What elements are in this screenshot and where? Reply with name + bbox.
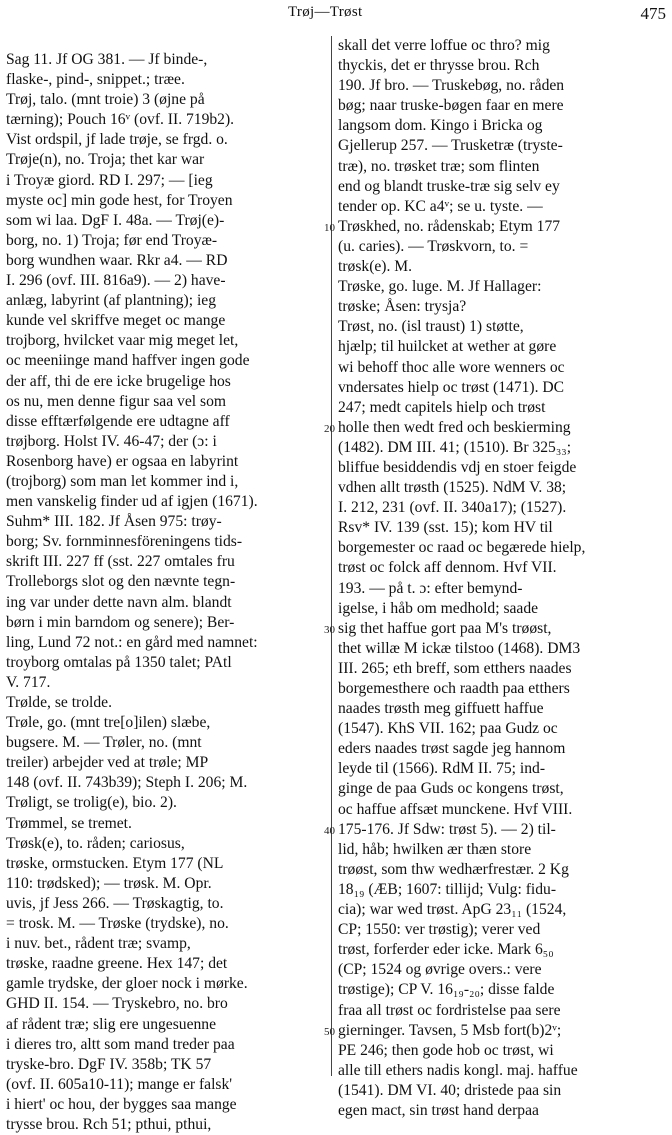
text-line: I. 212, 231 (ovf. II. 340a17); (1527). bbox=[338, 499, 567, 517]
text-line: tærning); Pouch 16ᵛ (ovf. II. 719b2). bbox=[6, 111, 235, 129]
text-line: Trøj, talo. (mnt troie) 3 (øjne på bbox=[6, 91, 205, 109]
text-line: thet willæ M ickæ tilstoo (1468). DM3 bbox=[338, 639, 581, 657]
text-line: Sag 11. Jf OG 381. — Jf binde-, bbox=[6, 51, 208, 68]
text-line: ginge de paa Guds oc kongens trøst, bbox=[338, 780, 564, 798]
text-line: igelse, i håb om medhold; saade bbox=[338, 599, 539, 617]
text-line: som wi laa. DgF I. 48a. — Trøj(e)- bbox=[6, 211, 225, 229]
text-line: skrift III. 227 ff (sst. 227 omtales fru bbox=[6, 553, 235, 571]
line-number: 10 bbox=[324, 221, 335, 234]
line-number: 30 bbox=[324, 623, 335, 636]
text-line: Trøligt, se trolig(e), bio. 2). bbox=[6, 794, 177, 812]
text-line: Suhm* III. 182. Jf Åsen 975: trøy- bbox=[6, 513, 222, 531]
text-line: Trøje(n), no. Troja; thet kar war bbox=[6, 151, 205, 169]
left-column bbox=[6, 50, 324, 1133]
text-line: tender op. KC a4ᵛ; se u. tyste. — bbox=[338, 197, 543, 215]
page-number: 475 bbox=[640, 4, 666, 23]
text-line: trøst, forferder eder icke. Mark 6₅₀ bbox=[338, 941, 554, 959]
text-line: Trømmel, se tremet. bbox=[6, 814, 132, 832]
text-line: i hiert' oc hou, der bygges saa mange bbox=[6, 1095, 237, 1113]
text-line: gamle trydske, der gloer nock i mørke. bbox=[6, 975, 248, 993]
text-line: hjælp; til huilcket at wether at gøre bbox=[338, 338, 557, 356]
text-line: af rådent træ; slig ere ungesuenne bbox=[6, 1015, 217, 1033]
text-line: trysse brou. Rch 51; pthui, pthui, bbox=[6, 1115, 212, 1133]
text-line: 110: trødsked); — trøsk. M. Opr. bbox=[6, 874, 212, 892]
text-line: kunde vel skriffve meget oc mange bbox=[6, 312, 226, 330]
text-line: 190. Jf bro. — Truskebøg, no. råden bbox=[338, 77, 565, 95]
text-line: tryske-bro. DgF IV. 358b; TK 57 bbox=[6, 1055, 212, 1073]
text-line: naades trøsth meg giffuett haffue bbox=[338, 700, 544, 718]
text-line: i dieres tro, altt som mand treder paa bbox=[6, 1035, 235, 1053]
text-line: oc meeniinge mand haffver ingen gode bbox=[6, 352, 250, 370]
text-line: bugsere. M. — Trøler, no. (mnt bbox=[6, 734, 202, 752]
text-line: flaske-, pind-, snippet.; træe. bbox=[6, 71, 185, 89]
text-line: (trojborg) som man let kommer ind i, bbox=[6, 472, 239, 490]
text-line: bøg; naar truske-bøgen faar en mere bbox=[338, 97, 564, 115]
text-line: der aff, thi de ere icke brugelige hos bbox=[6, 372, 231, 390]
text-line: trøøst, som thw wedhærfrestær. 2 Kg bbox=[338, 860, 569, 878]
text-line: borg, no. 1) Troja; før end Troyæ- bbox=[6, 231, 218, 249]
running-head: Trøj—Trøst bbox=[288, 4, 363, 20]
text-line: III. 265; eth breff, som etthers naades bbox=[338, 659, 572, 677]
text-line: oc haffue affsæt munckene. Hvf VIII. bbox=[338, 800, 573, 818]
text-line: Trøle, go. (mnt tre[o]ilen) slæbe, bbox=[6, 714, 211, 732]
text-line: Trøske, go. luge. M. Jf Hallager: bbox=[338, 278, 542, 296]
text-line: Gjellerup 257. — Trusketræ (tryste- bbox=[338, 137, 563, 155]
text-line: trojborg, hvilcket vaar mig meget let, bbox=[6, 332, 239, 350]
text-line: (CP; 1524 og øvrige overs.: vere bbox=[338, 961, 542, 979]
line-number: 20 bbox=[324, 422, 335, 435]
text-line: V. 717. bbox=[6, 673, 51, 691]
text-line: thyckis, det er thrysse brou. Rch bbox=[338, 57, 540, 75]
text-line: 193. — på t. ɔ: efter bemynd- bbox=[338, 579, 523, 597]
text-line: (1547). KhS VII. 162; paa Gudz oc bbox=[338, 720, 558, 738]
text-line: trøske, raadne greene. Hex 147; det bbox=[6, 955, 228, 973]
text-line: CP; 1550: ver trøstig); verer ved bbox=[338, 921, 541, 939]
line-number: 40 bbox=[324, 824, 335, 837]
text-line: uvis, jf Jess 266. — Trøskagtig, to. bbox=[6, 894, 224, 912]
text-line: trøjborg. Holst IV. 46-47; der (ɔ: i bbox=[6, 432, 217, 450]
text-line: 247; medt capitels hielp och trøst bbox=[338, 398, 546, 416]
text-line: cia); war wed trøst. ApG 23₁₁ (1524, bbox=[338, 901, 567, 919]
text-line: 175-176. Jf Sdw: trøst 5). — 2) til- bbox=[338, 820, 556, 838]
text-line: end og blandt truske-træ sig selv ey bbox=[338, 177, 560, 195]
text-line: troyborg omtalas på 1350 talet; PAtl bbox=[6, 653, 232, 671]
text-line: trøske; Åsen: trysja? bbox=[338, 298, 467, 316]
text-line: ling, Lund 72 not.: en gård med namnet: bbox=[6, 633, 258, 651]
text-line: gierninger. Tavsen, 5 Msb fort(b)2ᵛ; bbox=[338, 1021, 562, 1039]
text-line: trøske, ormstucken. Etym 177 (NL bbox=[6, 854, 224, 872]
text-line: Trøskhed, no. rådenskab; Etym 177 bbox=[338, 217, 561, 235]
text-line: vdhen allt trøsth (1525). NdM V. 38; bbox=[338, 479, 567, 497]
text-line: leyde til (1566). RdM II. 75; ind- bbox=[338, 760, 546, 778]
text-line: (ovf. II. 605a10-11); mange er falsk' bbox=[6, 1075, 233, 1093]
text-line: os nu, men denne figur saa vel som bbox=[6, 392, 226, 410]
text-line: borg wundhen waar. Rkr a4. — RD bbox=[6, 251, 228, 269]
text-line: ing var under dette navn alm. blandt bbox=[6, 593, 232, 611]
text-line: (1482). DM III. 41; (1510). Br 325₃₃; bbox=[338, 438, 572, 456]
line-number: 50 bbox=[324, 1025, 335, 1038]
text-line: 148 (ovf. II. 743b39); Steph I. 206; M. bbox=[6, 774, 248, 792]
text-line: bliffue besiddendis vdj en stoer feigde bbox=[338, 458, 577, 476]
text-line: Trøsk(e), to. råden; cariosus, bbox=[6, 834, 185, 852]
text-line: Rsv* IV. 139 (sst. 15); kom HV til bbox=[338, 519, 553, 537]
text-line: I. 296 (ovf. III. 816a9). — 2) have- bbox=[6, 272, 226, 290]
text-line: anlæg, labyrint (af plantning); ieg bbox=[6, 292, 217, 310]
page-header bbox=[0, 4, 672, 28]
text-line: myste oc] min gode hest, for Troyen bbox=[6, 191, 233, 209]
column-divider bbox=[331, 36, 332, 1076]
text-line: borgemester oc raad oc begærede hielp, bbox=[338, 539, 586, 557]
text-line: langsom dom. Kingo i Bricka og bbox=[338, 117, 543, 135]
text-line: vndersates hielp oc trøst (1471). DC bbox=[338, 378, 565, 396]
right-column bbox=[338, 36, 666, 1119]
text-line: alle till ethers nadis kongl. maj. haffue bbox=[338, 1061, 578, 1079]
text-line: Trøst, no. (isl traust) 1) støtte, bbox=[338, 318, 524, 336]
text-line: treiler) arbejder ved at trøle; MP bbox=[6, 754, 209, 772]
text-line: borgemesthere och raadth paa etthers bbox=[338, 680, 570, 697]
text-line: 18₁₉ (ÆB; 1607: tillijd; Vulg: fidu- bbox=[338, 880, 557, 898]
text-line: Vist ordspil, jf lade trøje, se frgd. o. bbox=[6, 131, 228, 149]
text-line: borg; Sv. fornminnesföreningens tids- bbox=[6, 533, 243, 551]
text-line: egen mact, sin trøst hand derpaa bbox=[338, 1101, 539, 1119]
text-line: = trosk. M. — Trøske (trydske), no. bbox=[6, 915, 229, 933]
text-line: men vanskelig finder ud af igjen (1671). bbox=[6, 493, 258, 511]
text-line: disse efftærfølgende ere udtagne aff bbox=[6, 412, 230, 430]
text-line: eders naades trøst sagde jeg hannom bbox=[338, 740, 566, 758]
text-line: GHD II. 154. — Tryskebro, no. bro bbox=[6, 995, 228, 1013]
text-line: Rosenborg have) er ogsaa en labyrint bbox=[6, 452, 239, 470]
text-line: (u. caries). — Trøskvorn, to. = bbox=[338, 237, 529, 255]
text-line: PE 246; then gode hob oc trøst, wi bbox=[338, 1041, 554, 1059]
text-line: skall det verre loffue oc thro? mig bbox=[338, 37, 550, 54]
text-line: i nuv. bet., rådent træ; svamp, bbox=[6, 935, 191, 953]
text-line: lid, håb; hwilken ær thæn store bbox=[338, 840, 532, 858]
text-line: trøst oc folck aff dennom. Hvf VII. bbox=[338, 559, 557, 577]
text-line: sig thet haffue gort paa M's trøøst, bbox=[338, 619, 552, 637]
text-line: wi behoff thoc alle wore wenners oc bbox=[338, 358, 565, 376]
text-line: i Troyæ giord. RD I. 297; — [ieg bbox=[6, 171, 213, 189]
text-line: trøsk(e). M. bbox=[338, 258, 413, 276]
text-line: trøstige); CP V. 16₁₉-₂₀; disse falde bbox=[338, 981, 555, 999]
text-line: (1541). DM VI. 40; dristede paa sin bbox=[338, 1081, 562, 1099]
text-line: Trølde, se trolde. bbox=[6, 694, 112, 711]
text-line: børn i min barndom og senere); Ber- bbox=[6, 613, 235, 631]
text-line: fraa all trøst oc fordristelse paa sere bbox=[338, 1001, 561, 1019]
text-line: træ), no. trøsket træ; som flinten bbox=[338, 157, 540, 175]
text-line: holle then wedt fred och beskierming bbox=[338, 418, 571, 436]
text-line: Trolleborgs slot og den nævnte tegn- bbox=[6, 573, 236, 591]
